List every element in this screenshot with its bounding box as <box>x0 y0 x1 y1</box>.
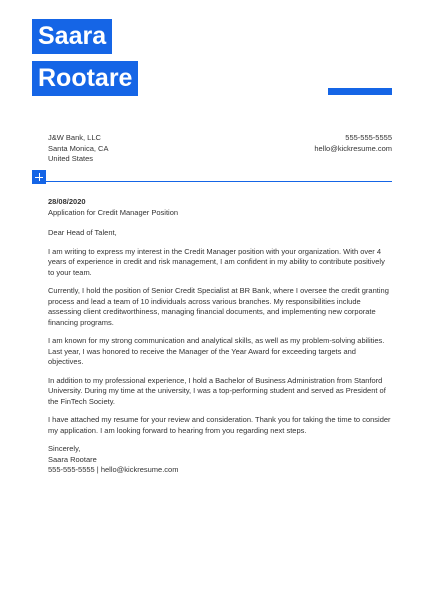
letter-paragraph-4: In addition to my professional experience, I hold a Bachelor of Business Administration from Stanford University. During my time at the university, I was a top-performing student and served as President of the FinTech Society. <box>48 375 386 406</box>
plus-icon <box>32 170 46 184</box>
plus-icon-vertical <box>39 173 40 181</box>
recipient-address <box>48 133 108 165</box>
letter-paragraph-1: I am writing to express my interest in the Credit Manager position with your organization. With over 4 years of experience in credit and risk management, I am confident in my ability to contribute positively to your team. <box>48 246 385 277</box>
signature-name: Saara Rootare <box>48 454 97 464</box>
letter-subject: Application for Credit Manager Position <box>48 207 179 217</box>
first-name-heading: Saara <box>32 19 112 54</box>
accent-bar <box>328 88 392 95</box>
signature-contact: 555-555-5555 | hello@kickresume.com <box>48 465 179 474</box>
letter-salutation: Dear Head of Talent, <box>48 228 117 237</box>
recipient-country: United States <box>48 154 94 163</box>
sender-email: hello@kickresume.com <box>314 143 392 153</box>
letter-body <box>48 197 392 476</box>
letter-paragraph-5: I have attached my resume for your review and consideration. Thank you for taking the time to consider my application. I am looking forward to hearing from you regarding next steps. <box>48 415 391 435</box>
letter-date: 28/08/2020 <box>48 197 86 206</box>
letter-closing: Sincerely, <box>48 444 81 453</box>
last-name-heading: Rootare <box>32 61 138 96</box>
recipient-company: J&W Bank, LLC <box>48 133 101 142</box>
sender-phone: 555-555-5555 <box>345 133 392 142</box>
letter-paragraph-2: Currently, I hold the position of Senior Credit Specialist at BR Bank, where I oversee the credit granting process and lead a team of 10 individuals across various branches. My responsibilities include assessing client creditworthiness, managing financial documents, and implementing new corporate financing programs. <box>48 286 389 327</box>
letter-signoff <box>48 444 392 476</box>
recipient-city-state: Santa Monica, CA <box>48 143 109 153</box>
letter-paragraph-3: I am known for my strong communication and analytical skills, as well as my problem-solving abilities. Last year, I was honored to receive the Manager of the Year Award for exceeding targets and objectives. <box>48 336 385 366</box>
section-divider <box>46 181 392 182</box>
sender-contact <box>314 133 392 154</box>
